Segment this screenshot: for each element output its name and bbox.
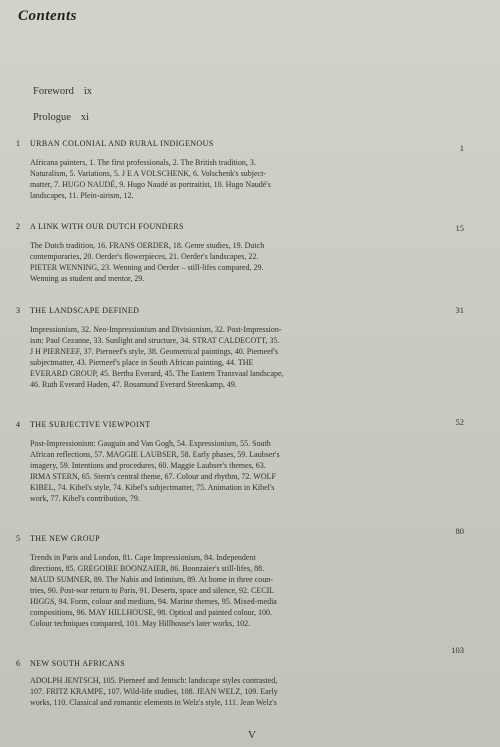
entry-line: work, 77. Kibel's contribution, 79. [30,494,140,503]
front-matter-label: Foreword [33,86,74,97]
chapter-title: THE LANDSCAPE DEFINED [30,306,140,315]
chapter-number: 6 [16,659,21,668]
entry-line: imagery, 59. Intentions and procedures, 60. Maggie Laubser's themes, 63. [30,461,266,470]
entry-line: Impressionism, 32. Neo-Impressionism and Divisionism, 32. Post-Impression- [30,325,282,334]
entry-line: EVERARD GROUP, 45. Bertha Everard, 45. The Eastern Transvaal landscape, [30,369,284,378]
entry-line: J H PIERNEEF, 37. Pierneef's style, 38. Geometrical paintings, 40. Pierneef's [30,347,278,356]
chapter-heading [16,420,500,429]
chapter-page-number: 103 [451,645,464,655]
front-matter-foreword [33,86,92,97]
entry-line: Post-Impressionism: Gauguin and Van Gogh, 54. Expressionism, 55. South [30,439,271,448]
chapter-6 [0,645,500,708]
entry-line: subjectmatter, 43. Pierneef's place in South African painting, 44. THE [30,358,254,367]
entry-line: 107. FRITZ KRAMPE, 107. Wild-life studies, 108. JEAN WELZ, 109. Early [30,687,278,696]
chapter-5 [0,526,500,629]
page-folio: V [248,729,256,741]
front-matter-label: Prologue [33,112,71,123]
chapter-entries [30,438,420,504]
entry-line: ism: Paul Cezanne, 33. Sunlight and structure, 34. STRAT CALDECOTT, 35. [30,336,280,345]
entry-line: Africana painters, 1. The first professionals, 2. The British tradition, 3. [30,158,256,167]
entry-line: ADOLPH JENTSCH, 105. Pierneef and Jentsch: landscape styles contrasted, [30,676,278,685]
entry-line: directions, 85. GREGOIRE BOONZAIER, 86. Boonzaier's still-lifes, 88. [30,564,265,573]
chapter-heading [16,139,500,148]
entry-line: PIETER WENNING, 23. Wenning and Oerder – still-lifes compared, 29. [30,263,264,272]
chapter-heading [16,534,500,543]
entry-line: compositions, 96. MAY HILLHOUSE, 98. Optical and painted colour, 100. [30,608,272,617]
chapter-number: 4 [16,420,21,429]
chapter-heading [16,306,500,315]
chapter-number: 3 [16,306,21,315]
chapter-heading [16,659,500,668]
entry-line: Naturalism, 5. Variations, 5. J E A VOLSCHENK, 6. Volschenk's subject- [30,169,266,178]
chapter-number: 1 [16,139,21,148]
entry-line: works, 110. Classical and romantic elements in Welz's style, 111. Jean Welz's [30,698,277,707]
chapter-title: THE NEW GROUP [30,534,100,543]
chapter-title: NEW SOUTH AFRICANS [30,659,126,668]
page-title: Contents [18,8,78,24]
chapter-entries [30,675,420,708]
chapter-1 [0,139,500,201]
chapter-title: URBAN COLONIAL AND RURAL INDIGENOUS [30,139,214,148]
chapter-entries [30,240,420,284]
chapter-number: 2 [16,222,21,231]
entry-line: landscapes, 11. Plein-airism, 12. [30,191,134,200]
entry-line: Wenning as student and mentor, 29. [30,274,145,283]
front-matter-prologue [33,112,89,123]
chapter-title: THE SUBJECTIVE VIEWPOINT [30,420,151,429]
chapter-page-number: 80 [455,526,464,536]
chapter-3 [0,306,500,390]
chapter-page-number: 1 [459,143,464,153]
chapter-page-number: 15 [455,223,464,233]
entry-line: HIGGS, 94. Form, colour and medium, 94. Marine themes, 95. Mixed-media [30,597,277,606]
chapter-entries [30,552,420,629]
entry-line: IRMA STERN, 65. Stern's central theme, 67. Colour and rhythm, 72. WOLF [30,472,276,481]
chapter-entries [30,157,420,201]
entry-line: African reflections, 57. MAGGIE LAUBSER, 58. Early phases, 59. Laubser's [30,450,280,459]
entry-line: KIBEL, 74. Kibel's style, 74. Kibel's subjectmatter, 75. Animation in Kibel's [30,483,275,492]
chapter-number: 5 [16,534,21,543]
chapter-page-number: 31 [455,305,464,315]
entry-line: 46. Ruth Everard Haden, 47. Rosamund Everard Steenkamp, 49. [30,380,237,389]
chapter-4 [0,417,500,504]
entry-line: contemporaries, 20. Oerder's flowerpieces, 21. Oerder's landscapes, 22. [30,252,259,261]
entry-line: The Dutch tradition, 16. FRANS OERDER, 18. Genre studies, 19. Dutch [30,241,265,250]
entry-line: Trends in Paris and London, 81. Cape Impressionism, 84. Independent [30,553,256,562]
front-matter-page: ix [83,86,92,97]
chapter-entries [30,324,420,390]
chapter-title: A LINK WITH OUR DUTCH FOUNDERS [30,222,184,231]
entry-line: MAUD SUMNER, 89. The Nabis and Intimism, 89. At home in three coun- [30,575,273,584]
entry-line: matter, 7. HUGO NAUDÉ, 9. Hugo Naudé as portraitist, 10. Hugo Naudé's [30,180,271,189]
entry-line: tries, 90. Post-war return to Paris, 91. Deserts, space and silence, 92. CECIL [30,586,275,595]
chapter-page-number: 52 [455,417,464,427]
chapter-heading [16,222,500,231]
entry-line: Colour techniques compared, 101. May Hillhouse's later works, 102. [30,619,251,628]
front-matter-page: xi [80,112,90,123]
chapter-2 [0,222,500,284]
